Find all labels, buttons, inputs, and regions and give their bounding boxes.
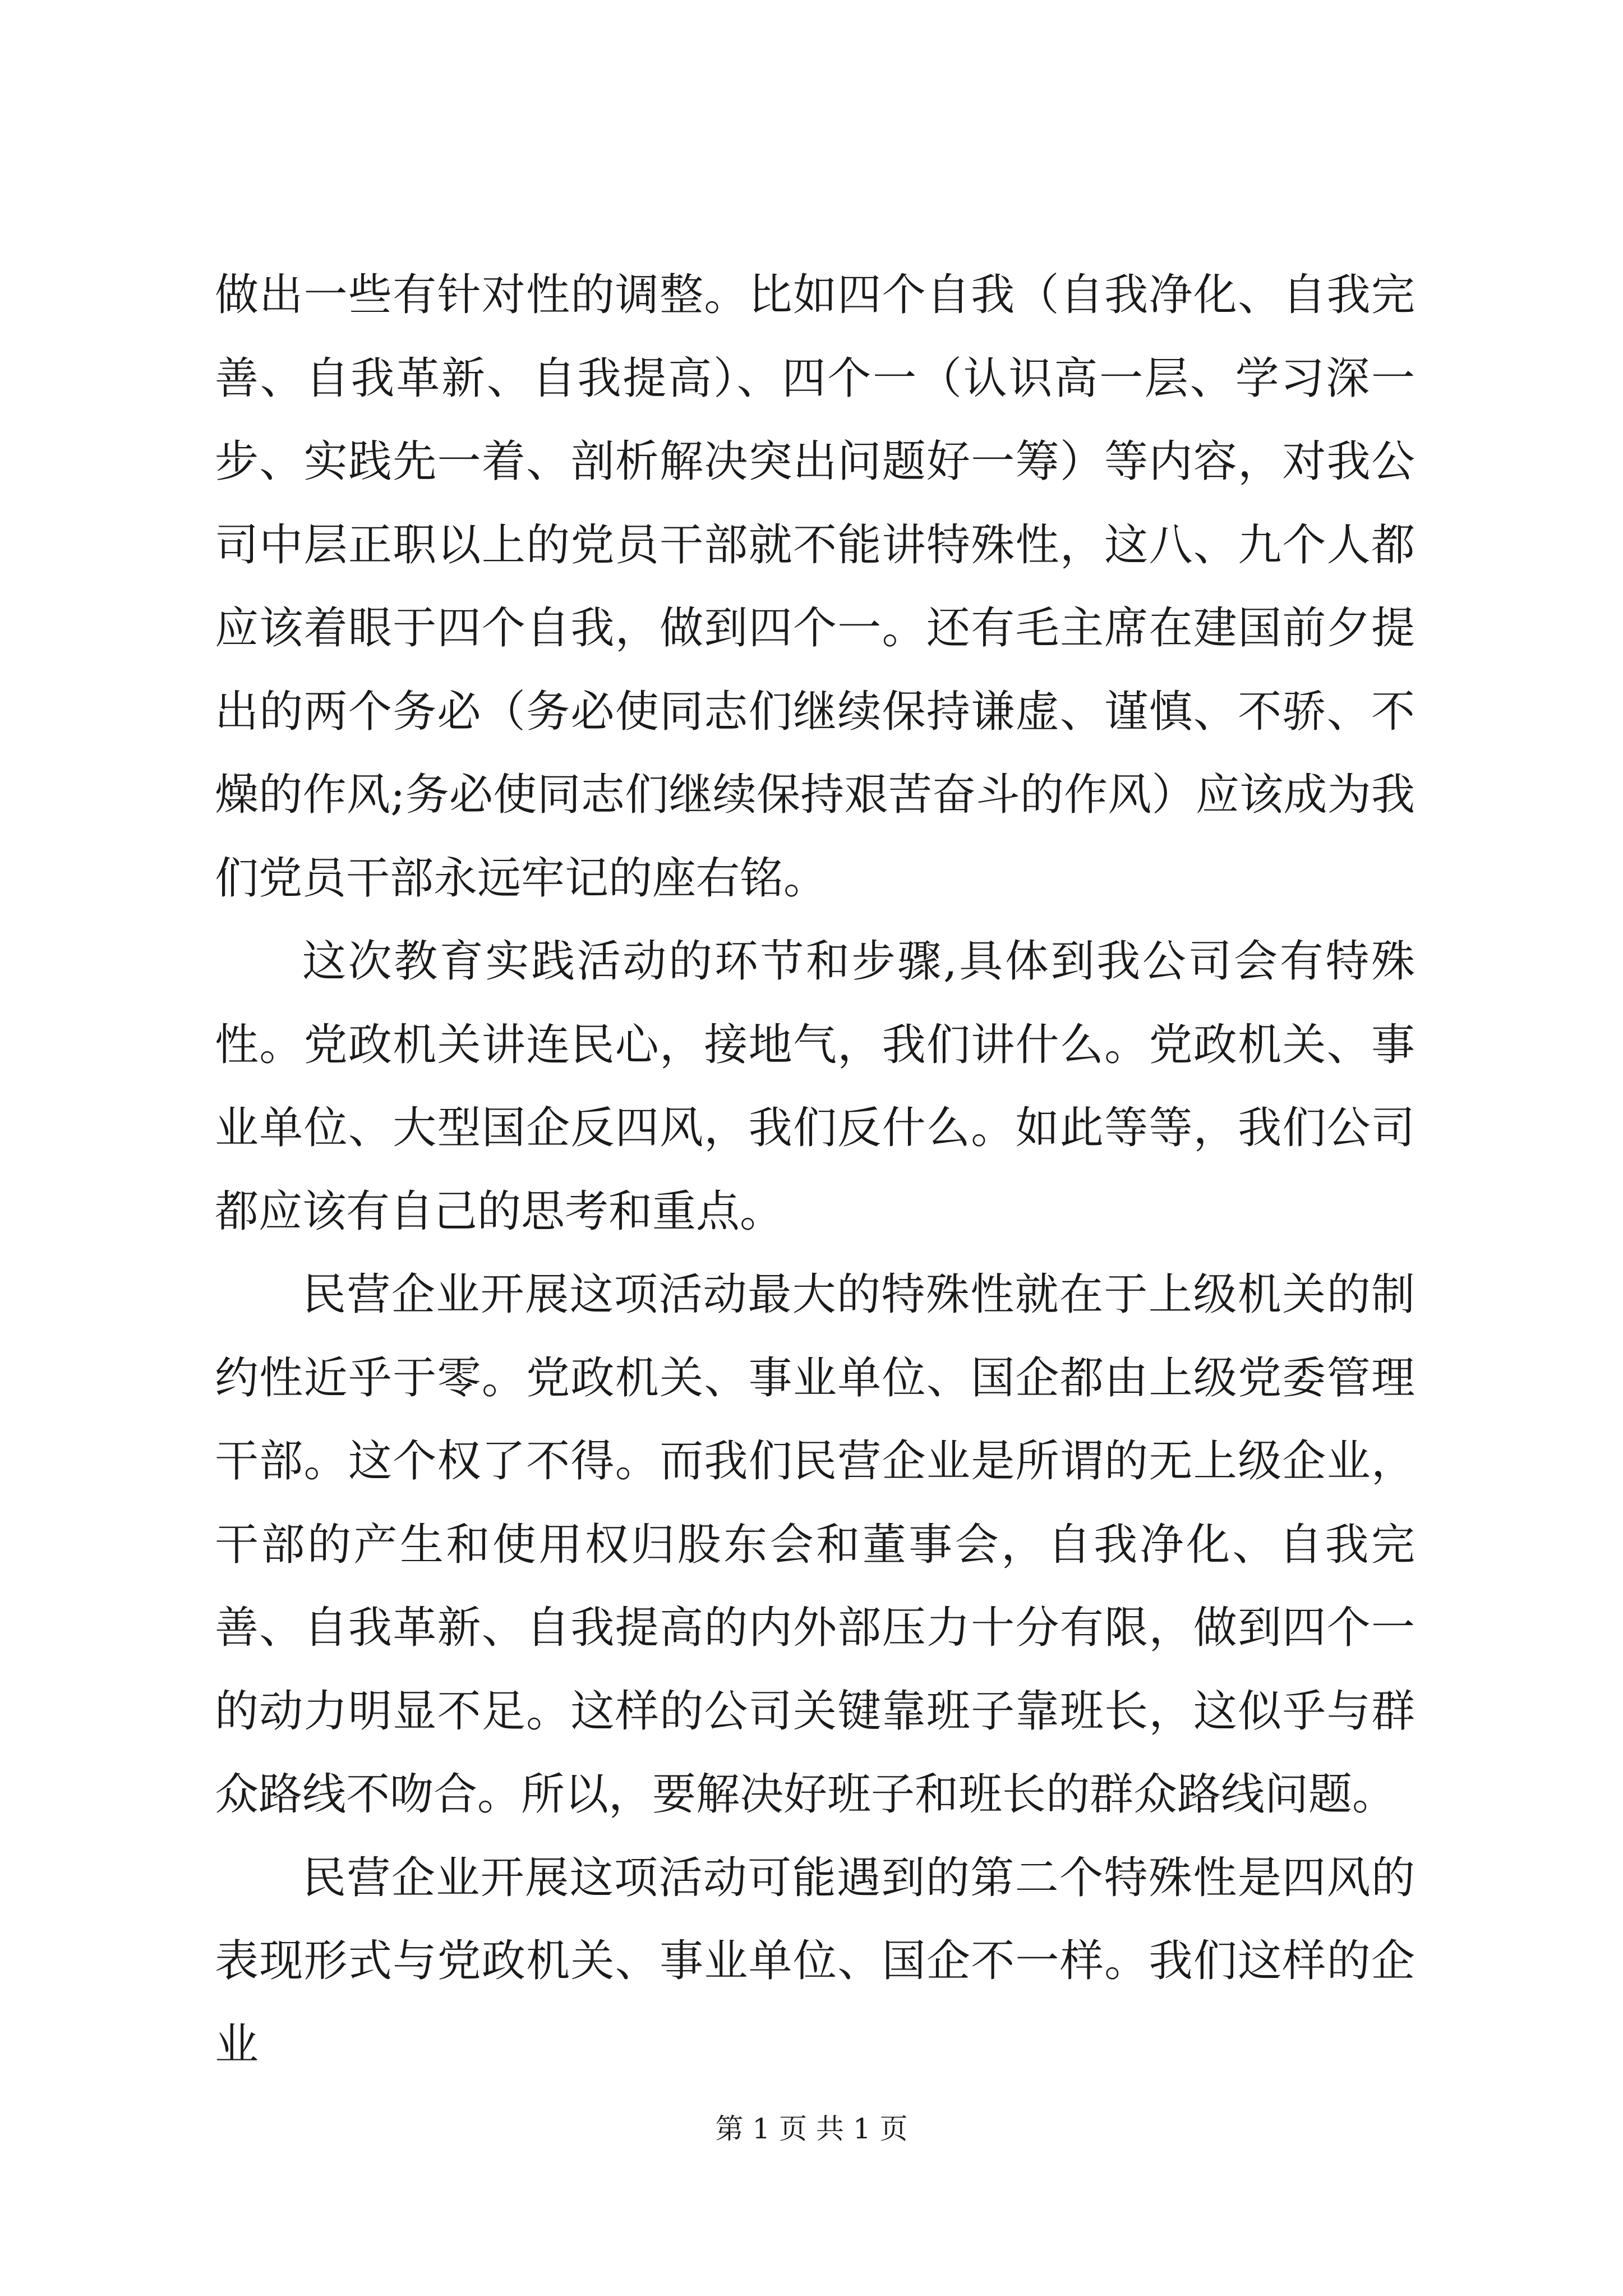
paragraph-1: 做出一些有针对性的调整。比如四个自我（自我净化、自我完善、自我革新、自我提高）、四个一（认识高一层、学习深一步、实践先一着、剖析解决突出问题好一筹）等内容，对我公司中层正职以上的党员干部就不能讲特殊性，这八、九个人都应该着眼于四个自我，做到四个一。还有毛主席在建国前夕提出的两个务必（务必使同志们继续保持谦虚、谨慎、不骄、不燥的作风;务必使同志们继续保持艰苦奋斗的作风）应该成为我们党员干部永远牢记的座右铭。 (215, 270, 1415, 904)
paragraph-2: 这次教育实践活动的环节和步骤,具体到我公司会有特殊性。党政机关讲连民心，接地气，我们讲什么。党政机关、事业单位、大型国企反四风，我们反什么。如此等等，我们公司都应该有自己的思考和重点。 (215, 936, 1415, 1237)
document-body (215, 254, 1415, 2086)
paragraph-3: 民营企业开展这项活动最大的特殊性就在于上级机关的制约性近乎于零。党政机关、事业单位、国企都由上级党委管理干部。这个权了不得。而我们民营企业是所谓的无上级企业，干部的产生和使用权归股东会和董事会，自我净化、自我完善、自我革新、自我提高的内外部压力十分有限，做到四个一的动力明显不足。这样的公司关键靠班子靠班长，这似乎与群众路线不吻合。所以，要解决好班子和班长的群众路线问题。 (215, 1269, 1415, 1820)
paragraph-4: 民营企业开展这项活动可能遇到的第二个特殊性是四风的表现形式与党政机关、事业单位、国企不一样。我们这样的企业 (215, 1852, 1415, 2070)
page-footer: 第 1 页 共 1 页 (715, 2113, 908, 2145)
